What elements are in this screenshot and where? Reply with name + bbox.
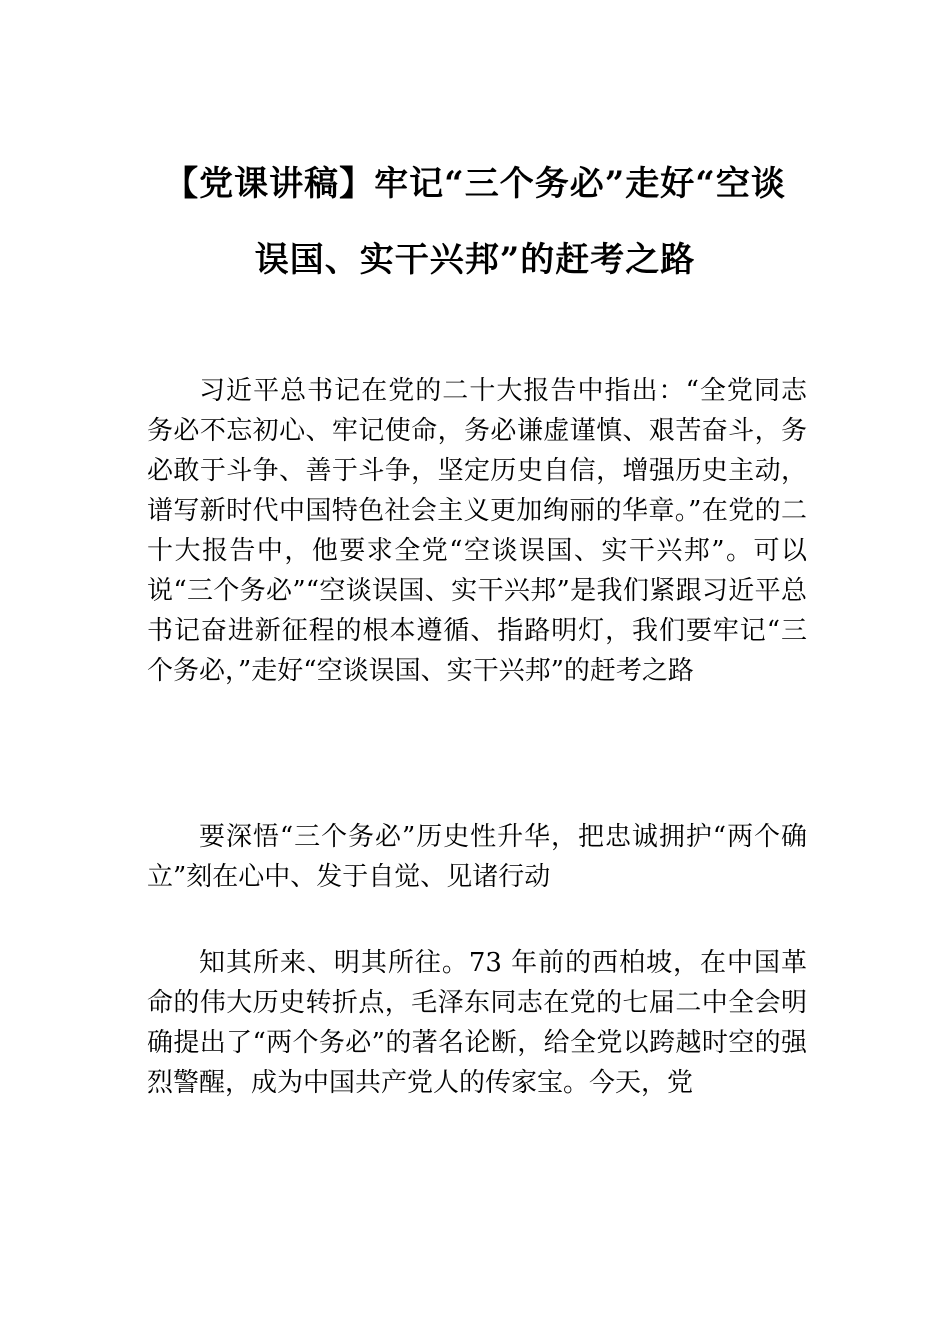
paragraph-history: 知其所来、明其所往。73 年前的西柏坡，在中国革命的伟大历史转折点，毛泽东同志在党的七届二中全会明确提出了“两个务必”的著名论断，给全党以跨越时空的强烈警醒，成为中国共产党人的传家宝。今天，党 <box>147 948 807 1098</box>
paragraph-section-heading: 要深悟“三个务必”历史性升华，把忠诚拥护“两个确立”刻在心中、发于自觉、见诸行动 <box>147 822 807 892</box>
paragraph-intro: 习近平总书记在党的二十大报告中指出：“全党同志务必不忘初心、牢记使命，务必谦虚谨慎、艰苦奋斗，务必敢于斗争、善于斗争，坚定历史自信，增强历史主动，谱写新时代中国特色社会主义更加绚丽的华章。”在党的二十大报告中，他要求全党“空谈误国、实干兴邦”。可以说“三个务必”“空谈误国、实干兴邦”是我们紧跟习近平总书记奋进新征程的根本遵循、指路明灯，我们要牢记“三个务必，”走好“空谈误国、实干兴邦”的赶考之路 <box>147 376 807 686</box>
document-title <box>120 146 830 298</box>
title-line-1: 【党课讲稿】牢记“三个务必”走好“空谈 <box>164 164 786 204</box>
title-line-2: 误国、实干兴邦”的赶考之路 <box>254 240 696 280</box>
